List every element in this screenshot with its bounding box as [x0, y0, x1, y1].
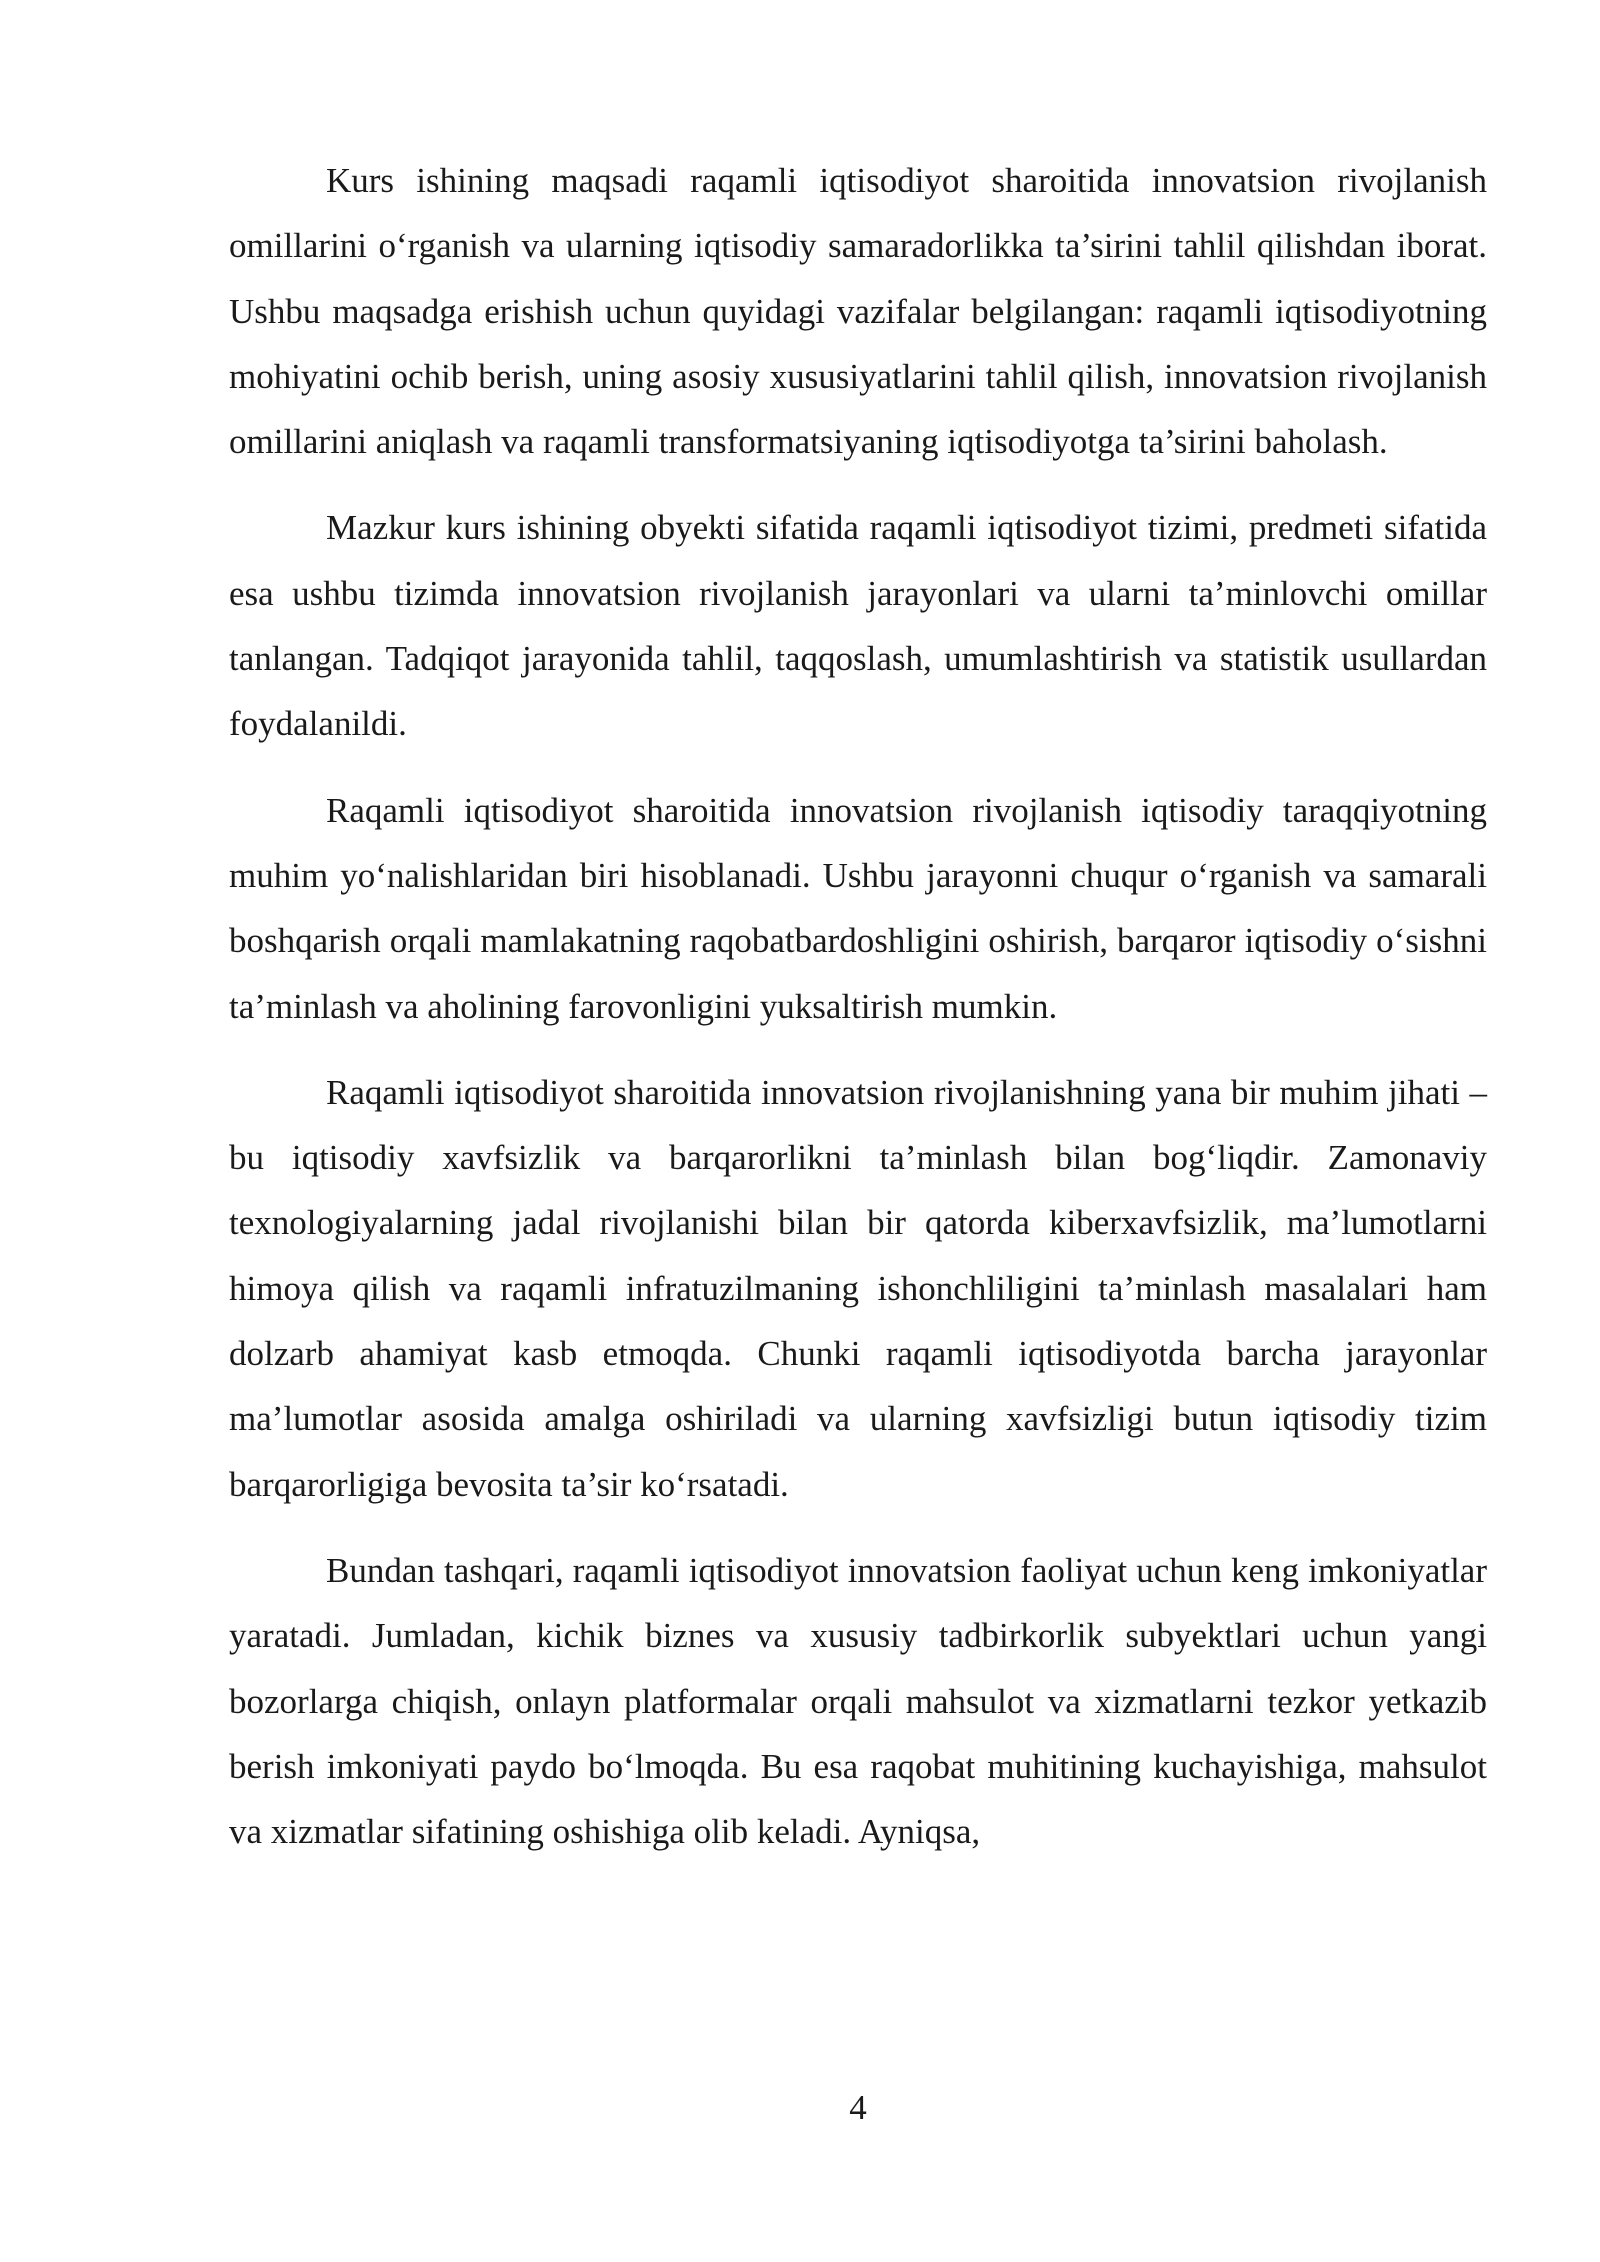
paragraph-object-subject: Mazkur kurs ishining obyekti sifatida raqamli iqtisodiyot tizimi, predmeti sifatida esa ushbu tizimda innovatsion rivojlanish jarayonlari va ularni ta’minlovchi omillar tanlangan. Tadqiqot jarayonida tahlil, taqqoslash, umumlashtirish va statistik usullardan foydalanildi.: [229, 508, 1487, 744]
paragraph-opportunities: Bundan tashqari, raqamli iqtisodiyot innovatsion faoliyat uchun keng imkoniyatlar yaratadi. Jumladan, kichik biznes va xususiy tadbirkorlik subyektlari uchun yangi bozorlarga chiqish, onlayn platformalar orqali mahsulot va xizmatlarni tezkor yetkazib berish imkoniyati paydo bo‘lmoqda. Bu esa raqobat muhitining kuchayishiga, mahsulot va xizmatlar sifatining oshishiga olib keladi. Ayniqsa,: [229, 1550, 1487, 1852]
paragraph-economic-security: Raqamli iqtisodiyot sharoitida innovatsion rivojlanishning yana bir muhim jihati – bu iqtisodiy xavfsizlik va barqarorlikni ta’minlash bilan bog‘liqdir. Zamonaviy texnologiyalarning jadal rivojlanishi bilan bir qatorda kiberxavfsizlik, ma’lumotlarni himoya qilish va raqamli infratuzilmaning ishonchliligini ta’minlash masalalari ham dolzarb ahamiyat kasb etmoqda. Chunki raqamli iqtisodiyotda barcha jarayonlar ma’lumotlar asosida amalga oshiriladi va ularning xavfsizligi butun iqtisodiy tizim barqarorligiga bevosita ta’sir ko‘rsatadi.: [229, 1072, 1487, 1504]
paragraph-innovation-development: Raqamli iqtisodiyot sharoitida innovatsion rivojlanish iqtisodiy taraqqiyotning muhim yo‘nalishlaridan biri hisoblanadi. Ushbu jarayonni chuqur o‘rganish va samarali boshqarish orqali mamlakatning raqobatbardoshligini oshirish, barqaror iqtisodiy o‘sishni ta’minlash va aholining farovonligini yuksaltirish mumkin.: [229, 790, 1487, 1026]
body-text: [229, 148, 1487, 1885]
paragraph-purpose: Kurs ishining maqsadi raqamli iqtisodiyot sharoitida innovatsion rivojlanish omillarini o‘rganish va ularning iqtisodiy samaradorlikka ta’sirini tahlil qilishdan iborat. Ushbu maqsadga erishish uchun quyidagi vazifalar belgilangan: raqamli iqtisodiyotning mohiyatini ochib berish, uning asosiy xususiyatlarini tahlil qilish, innovatsion rivojlanish omillarini aniqlash va raqamli transformatsiyaning iqtisodiyotga ta’sirini baholash.: [229, 161, 1487, 462]
page-number: 4: [849, 2088, 867, 2127]
